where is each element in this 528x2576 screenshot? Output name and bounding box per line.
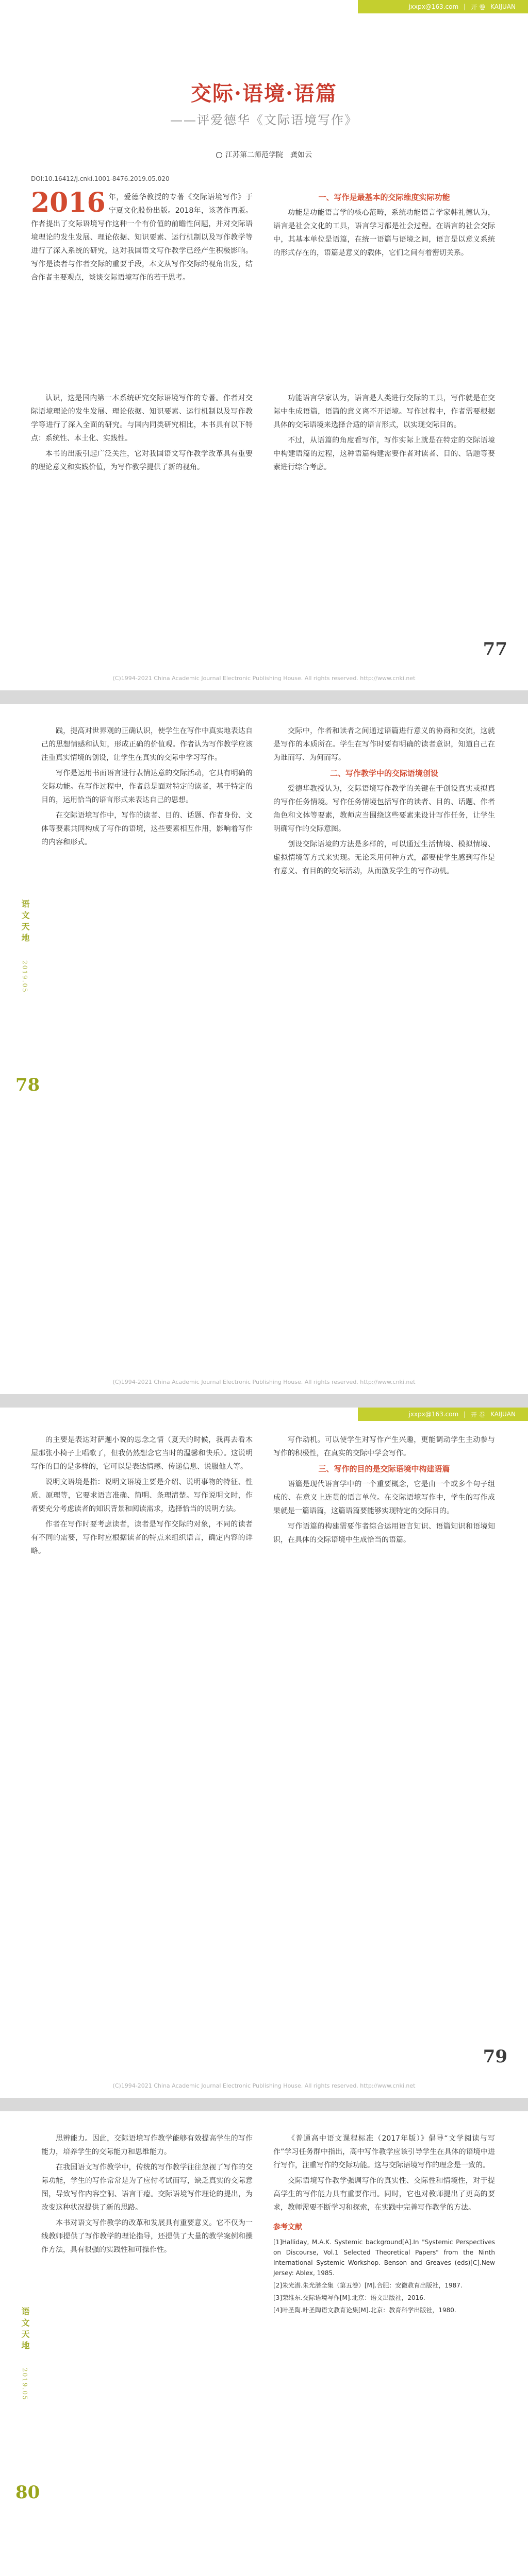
page4-right-p1: 《普通高中语文课程标准（2017年版）》倡导“文学阅读与写作”学习任务群中指出，高中写作教学应该引导学生在具体的语境中进行写作，注重写作的交际功能。这与交际语境写作的理念是一致的。 [273, 2134, 495, 2170]
author-dot-icon [216, 152, 222, 158]
page-number-80: 80 [15, 2482, 40, 2503]
page1-right-p3: 不过，从语篇的角度看写作，写作实际上就是在特定的交际语境中构建语篇的过程，这种语篇构建需要作者对读者、目的、话题等要素进行综合考虑。 [273, 436, 495, 471]
page4-left-p2: 在我国语文写作教学中，传统的写作教学往往忽视了写作的交际功能，学生的写作常常是为了应付考试而写，缺乏真实的交际意图，导致写作内容空洞、语言干瘪。交际语境写作理论的提出，为改变这种状况提供了新的思路。 [41, 2163, 253, 2212]
page-1 [0, 0, 528, 690]
references-list [273, 2237, 495, 2315]
section-heading-2: 二、写作教学中的交际语境创设 [329, 769, 438, 778]
page4-right-column [273, 2132, 495, 2317]
page3-right-p1: 写作动机。可以使学生对写作产生兴趣，更能调动学生主动参与写作的积极性，在真实的交际中学会写作。 [273, 1436, 495, 1458]
page3-left-p2: 说明文语境是指：说明文语境主要是介绍、说明事物的特征、性质、原理等，它要求语言准确、简明、条理清楚。写作说明文时，作者要充分考虑读者的知识背景和阅读需求，选择恰当的说明方法。 [31, 1478, 253, 1513]
page2-right-column [273, 724, 495, 880]
page1-left-p1: 年，爱德华教授的专著《交际语境写作》于宁夏文化股份出版。2018年，该著作再版。作者提出了交际语境写作这种一个有价值的前瞻性问题，并对交际语境理论的发生发展、理论依据、知识要素、运行机制以及写作教学等进行了深入系统的研究，这对我国语文写作教学已经产生积极影响。写作是读者与作者交际的重要手段，本文从写作交际的视角出发，结合作者主要观点，谈谈交际语境写作的若干思考。 [31, 193, 253, 282]
page-2 [0, 704, 528, 1394]
doi: DOI:10.16412/j.cnki.1001-8476.2019.05.020 [31, 175, 170, 182]
page-number-77: 77 [483, 639, 507, 659]
page-3 [0, 1408, 528, 2098]
page1-left-column [31, 187, 253, 286]
header-url: jxxpx@163.com [408, 3, 459, 10]
drop-year: 2016 [31, 187, 106, 218]
page2-left-p1: 践，提高对世界观的正确认识，使学生在写作中真实地表达自己的思想情感和认知，形成正确的价值观。作者认为写作教学应该注重真实情境的创设，让学生在真实的交际中学习写作。 [41, 727, 253, 762]
page1-right-p2: 功能语言学家认为，语言是人类进行交际的工具，写作就是在交际中生成语篇，语篇的意义离不开语境。写作过程中，作者需要根据具体的交际语境来选择合适的语言形式，以实现交际目的。 [273, 394, 495, 429]
section-heading-3: 三、写作的目的是交际语境中构建语篇 [318, 1464, 450, 1473]
footer-1: (C)1994-2021 China Academic Journal Electronic Publishing House. All rights reserved. http://www.cnki.net [112, 675, 416, 682]
reference-item: [1]Halliday, M.A.K. Systemic background[A].In "Systemic Perspectives on Discourse, Vol.1 Selected Theoretical Papers" from the Ninth International Systemic Workshop. Benson and Greaves (eds)[C].New Jersey: Ablex, 1985. [273, 2239, 495, 2277]
page2-left-p3: 在交际语境写作中，写作的读者、目的、话题、作者身份、文体等要素共同构成了写作的语境，这些要素相互作用，影响着写作的内容和形式。 [41, 811, 253, 846]
header-url: jxxpx@163.com [408, 1411, 459, 1418]
author-name: 江苏第二师范学院 龚如云 [225, 151, 312, 159]
page4-right-p2: 交际语境写作教学强调写作的真实性、交际性和情境性，对于提高学生的写作能力具有重要作用。同时，它也对教师提出了更高的要求，教师需要不断学习和探索，在实践中完善写作教学的方法。 [273, 2177, 495, 2212]
header-bar-3 [358, 1408, 528, 1421]
page3-right-column [273, 1433, 495, 1549]
side-mark-issue: 2019.05 [21, 2367, 28, 2401]
page3-left-p3: 作者在写作时要考虑读者，读者是写作交际的对象，不同的读者有不同的需要，写作时应根据读者的特点来组织语言，确定内容的详略。 [31, 1520, 253, 1555]
header-bar [358, 0, 528, 13]
page3-left-p1: 的主要是表达对萨迦小说的思念之情（夏天的时候，我再去看木屋那张小椅子上唱歌了，但我仍然想念它当时的温馨和快乐）。这说明写作的目的是多样的，它可以是表达情感、传递信息、说服他人等。 [31, 1436, 253, 1471]
article-subtitle: ——评爱德华《文际语境写作》 [170, 113, 358, 127]
footer-3: (C)1994-2021 China Academic Journal Electronic Publishing House. All rights reserved. http://www.cnki.net [112, 2082, 416, 2089]
page3-left-column [31, 1433, 253, 1560]
page1-left-p2: 认识，这是国内第一本系统研究交际语境写作的专著。作者对交际语境理论的发生发展、理论依据、知识要素、运行机制以及写作教学等进行了深入全面的研究。与国内同类研究相比，本书具有以下特点：系统性、本土化、实践性。 [31, 394, 253, 443]
page2-right-p1: 交际中，作者和读者之间通过语篇进行意义的协商和交流，这就是写作的本质所在。学生在写作时要有明确的读者意识，知道自己在为谁而写、为何而写。 [273, 727, 495, 762]
page-4 [0, 2111, 528, 2576]
page3-right-p2: 语篇是现代语言学中的一个重要概念，它是由一个或多个句子组成的、在意义上连贯的语言单位。在交际语境写作中，学生的写作成果就是一篇语篇，这篇语篇要能够实现特定的交际目的。 [273, 1480, 495, 1515]
side-mark-issue: 2019.05 [21, 960, 28, 993]
page2-left-column [41, 724, 253, 851]
author-line [0, 149, 528, 160]
page-number-78: 78 [15, 1075, 40, 1095]
article-title: 交际·语境·语篇 [191, 81, 337, 106]
page4-left-p3: 本书对语文写作教学的改革和发展具有重要意义。它不仅为一线教师提供了写作教学的理论指导，还提供了大量的教学案例和操作方法，具有很强的实践性和可操作性。 [41, 2219, 253, 2254]
references-title: 参考文献 [273, 2223, 302, 2231]
page-number-79: 79 [483, 2046, 507, 2067]
page2-left-p2: 写作是运用书面语言进行表情达意的交际活动，它具有明确的交际功能。在写作过程中，作者总是面对特定的读者，基于特定的目的，运用恰当的语言形式来表达自己的思想。 [41, 769, 253, 804]
reference-item: [4]叶圣陶.叶圣陶语文教育论集[M].北京：教育科学出版社，1980. [273, 2307, 456, 2314]
side-mark-text: 语文天地 [20, 2307, 30, 2352]
page4-left-p1: 思辨能力。因此，交际语境写作教学能够有效提高学生的写作能力，培养学生的交际能力和思维能力。 [41, 2134, 253, 2156]
page1-left-p3: 本书的出版引起广泛关注，它对我国语文写作教学改革具有重要的理论意义和实践价值，为写作教学提供了新的视角。 [31, 450, 253, 471]
header-separator: | [464, 1411, 466, 1418]
page1-right-p1: 功能是功能语言学的核心范畴，系统功能语言学家韩礼德认为，语言是社会文化的工具，语言学习都是社会过程。在语言的社会交际中，其基本单位是语篇，在统一语篇与语境之间，语言是以意义系统的形式存在的，语篇是意义的载体，它们之间有着密切关系。 [273, 209, 495, 257]
header-magazine-en: KAIJUAN [490, 3, 516, 10]
page1-right-column [273, 191, 495, 262]
section-heading-1: 一、写作是最基本的交际维度实际功能 [318, 193, 450, 202]
page1-left-column-2 [31, 392, 253, 476]
side-mark-2 [10, 900, 31, 993]
page1-right-column-2 [273, 392, 495, 476]
page4-left-column [41, 2132, 253, 2259]
header-magazine-en: KAIJUAN [490, 1411, 516, 1418]
article-title-block [0, 77, 528, 128]
header-separator: | [464, 3, 466, 10]
reference-item: [3]荣维东.交际语境写作[M].北京：语文出版社，2016. [273, 2294, 425, 2301]
footer-2: (C)1994-2021 China Academic Journal Electronic Publishing House. All rights reserved. http://www.cnki.net [112, 1379, 416, 1385]
reference-item: [2]朱光潜.朱光潜全集（第五卷）[M].合肥：安徽教育出版社，1987. [273, 2282, 463, 2289]
header-magazine: 开 卷 [471, 1411, 486, 1418]
side-mark-4 [10, 2307, 31, 2400]
page2-right-p2: 爱德华教授认为，交际语境写作教学的关键在于创设真实或拟真的写作任务情境。写作任务情境包括写作的读者、目的、话题、作者角色和文体等要素，教师应当围绕这些要素来设计写作任务，让学生明确写作的交际意图。 [273, 785, 495, 833]
side-mark-text: 语文天地 [20, 900, 30, 945]
page2-right-p3: 创设交际语境的方法是多样的，可以通过生活情境、模拟情境、虚拟情境等方式来实现。无论采用何种方式，都要使学生感到写作是有意义、有目的的交际活动，从而激发学生的写作动机。 [273, 840, 495, 875]
page3-right-p3: 写作语篇的构建需要作者综合运用语言知识、语篇知识和语境知识，在具体的交际语境中生成恰当的语篇。 [273, 1522, 495, 1544]
header-magazine: 开 卷 [471, 3, 486, 11]
